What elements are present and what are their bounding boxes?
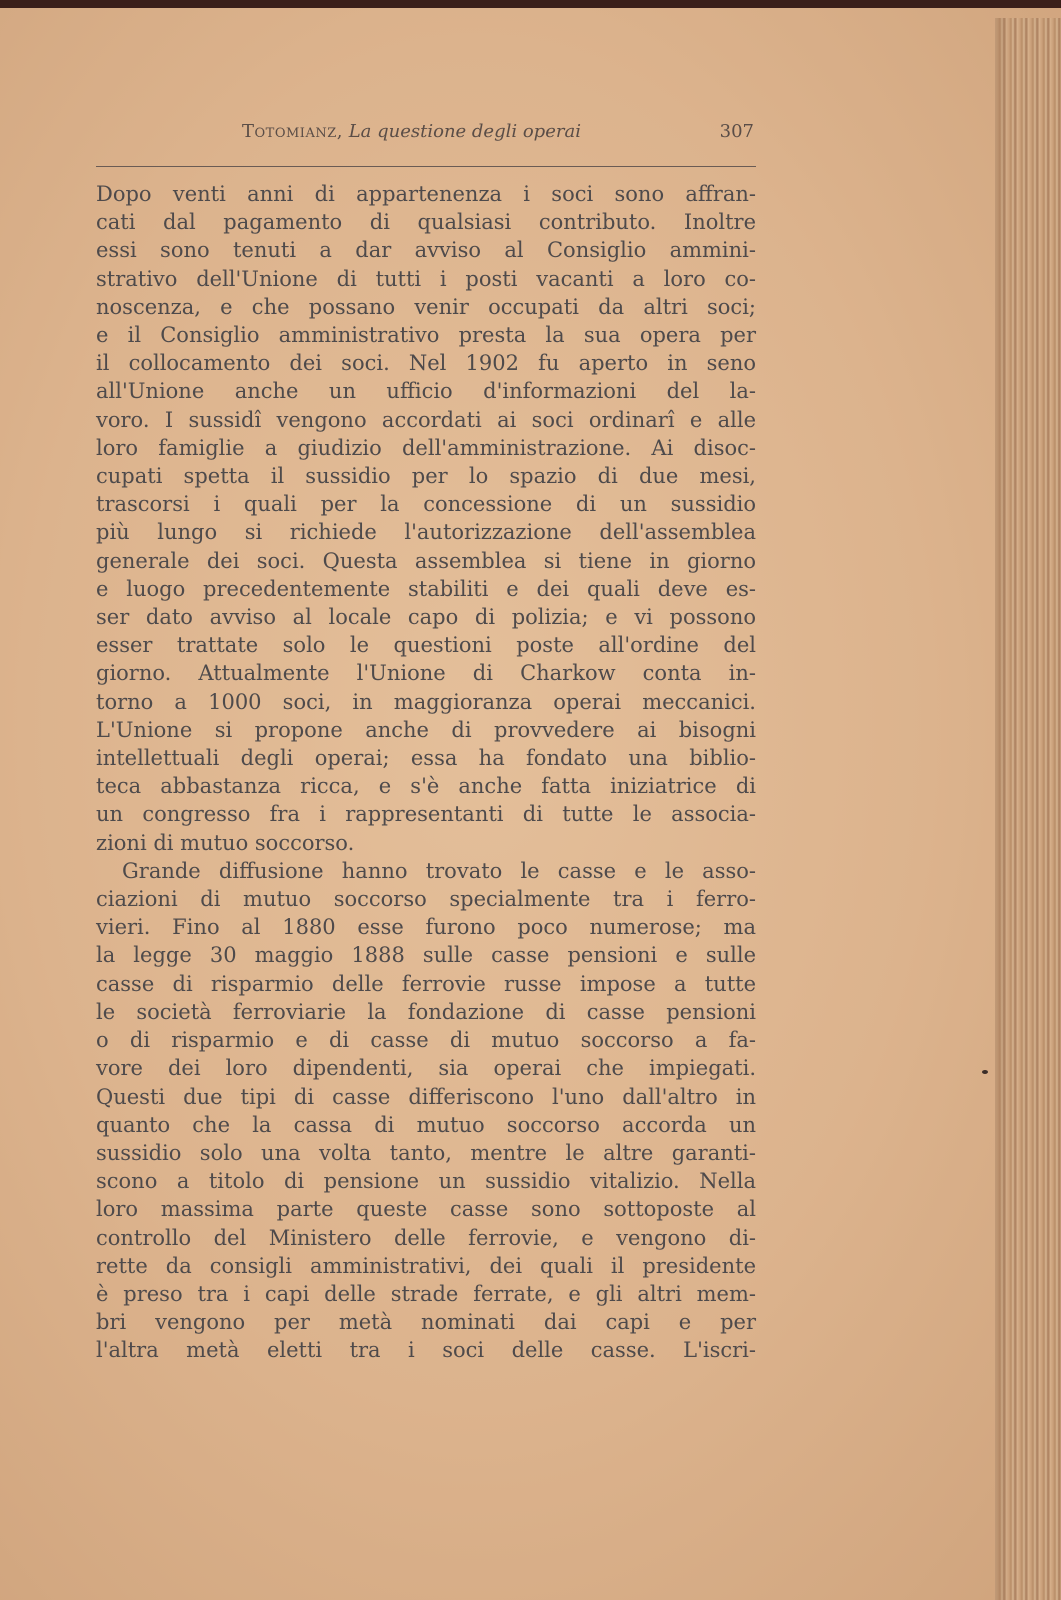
text-line: cupati spetta il sussidio per lo spazio di due mesi, <box>96 464 756 489</box>
text-line: sussidio solo una volta tanto, mentre le altre garanti- <box>96 1140 756 1165</box>
text-line: teca abbastanza ricca, e s'è anche fatta iniziatrice di <box>96 774 756 799</box>
page-edge <box>995 18 1061 1600</box>
running-header <box>96 121 756 147</box>
text-line: all'Unione anche un ufficio d'informazioni del la- <box>96 379 756 404</box>
text-line: un congresso fra i rappresentanti di tutte le associa- <box>96 802 756 827</box>
text-line: scono a titolo di pensione un sussidio vitalizio. Nella <box>96 1169 756 1194</box>
text-line: vore dei loro dipendenti, sia operai che impiegati. <box>96 1056 756 1081</box>
text-line: L'Unione si propone anche di provvedere ai bisogni <box>96 717 756 742</box>
text-line: loro massima parte queste casse sono sottoposte al <box>96 1197 756 1222</box>
text-line: essi sono tenuti a dar avviso al Consiglio ammini- <box>96 238 756 263</box>
header-author: Totomianz, <box>242 121 343 142</box>
text-line: più lungo si richiede l'autorizzazione dell'assemblea <box>96 520 756 545</box>
text-line: rette da consigli amministrativi, dei quali il presidente <box>96 1253 756 1278</box>
text-line: cati dal pagamento di qualsiasi contributo. Inoltre <box>96 210 756 235</box>
text-line: Questi due tipi di casse differiscono l'uno dall'altro in <box>96 1084 756 1109</box>
paragraph-start-line: Grande diffusione hanno trovato le casse e le asso- <box>122 858 756 883</box>
text-line: bri vengono per metà nominati dai capi e per <box>96 1310 756 1335</box>
text-line: e luogo precedentemente stabiliti e dei quali deve es- <box>96 576 756 601</box>
text-line: vieri. Fino al 1880 esse furono poco numerose; ma <box>96 915 756 940</box>
ink-speck <box>982 1070 988 1074</box>
text-line: loro famiglie a giudizio dell'amministrazione. Ai disoc- <box>96 435 756 460</box>
text-line: giorno. Attualmente l'Unione di Charkow conta in- <box>96 661 756 686</box>
text-line: Dopo venti anni di appartenenza i soci sono affran- <box>96 182 756 206</box>
text-line: è preso tra i capi delle strade ferrate, e gli altri mem- <box>96 1281 756 1306</box>
book-page <box>0 8 1061 1600</box>
text-line: torno a 1000 soci, in maggioranza operai meccanici. <box>96 689 756 714</box>
text-line: il collocamento dei soci. Nel 1902 fu aperto in seno <box>96 351 756 376</box>
body-text <box>96 180 756 1365</box>
text-line: trascorsi i quali per la concessione di un sussidio <box>96 492 756 517</box>
page-number: 307 <box>719 121 754 142</box>
text-line: la legge 30 maggio 1888 sulle casse pensioni e sulle <box>96 943 756 968</box>
text-line: esser trattate solo le questioni poste all'ordine del <box>96 633 756 658</box>
text-line: quanto che la cassa di mutuo soccorso accorda un <box>96 1112 756 1137</box>
text-line: strativo dell'Unione di tutti i posti vacanti a loro co- <box>96 266 756 291</box>
text-line: intellettuali degli operai; essa ha fondato una biblio- <box>96 746 756 771</box>
text-line: voro. I sussidî vengono accordati ai soci ordinarî e alle <box>96 407 756 432</box>
paragraph-end-line: zioni di mutuo soccorso. <box>96 830 355 855</box>
text-line: e il Consiglio amministrativo presta la sua opera per <box>96 323 756 348</box>
text-line: l'altra metà eletti tra i soci delle casse. L'iscri- <box>96 1338 756 1363</box>
text-line: generale dei soci. Questa assemblea si tiene in giorno <box>96 548 756 573</box>
text-line: ser dato avviso al locale capo di polizia; e vi possono <box>96 605 756 630</box>
text-line: ciazioni di mutuo soccorso specialmente tra i ferro- <box>96 887 756 912</box>
text-line: noscenza, e che possano venir occupati da altri soci; <box>96 294 756 319</box>
text-line: casse di risparmio delle ferrovie russe impose a tutte <box>96 971 756 996</box>
text-line: o di risparmio e di casse di mutuo soccorso a fa- <box>96 1028 756 1053</box>
header-rule <box>96 166 756 167</box>
running-title <box>242 121 581 142</box>
text-line: controllo del Ministero delle ferrovie, e vengono di- <box>96 1225 756 1250</box>
header-work-title: La questione degli operai <box>348 121 581 142</box>
text-line: le società ferroviarie la fondazione di casse pensioni <box>96 999 756 1024</box>
